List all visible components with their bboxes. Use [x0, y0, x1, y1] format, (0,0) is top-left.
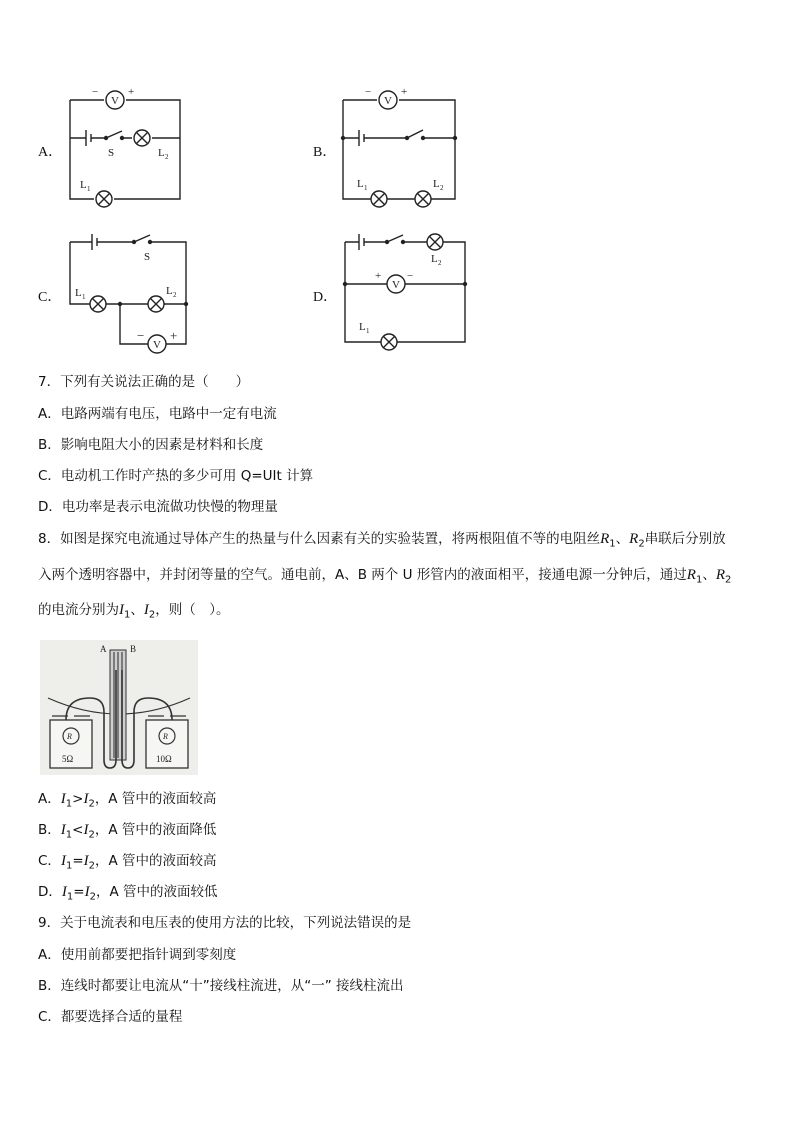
q8-option-b: B．$I_1<I_2$，A 管中的液面降低 — [38, 822, 217, 841]
svg-text:2: 2 — [165, 153, 169, 161]
r1-figure-label: R — [67, 732, 72, 741]
q7-option-c: C．电动机工作时产热的多少可用 Q=UIt 计算 — [38, 468, 314, 484]
lamp-l1-icon-b — [371, 191, 387, 207]
lamp-l2-icon-a — [134, 130, 150, 146]
lamp-l2-c-label: L — [166, 285, 173, 297]
lamp-l1-a-label: L — [80, 179, 87, 191]
option-b-label: B． — [313, 145, 337, 160]
q8-stem: 8．如图是探究电流通过导体产生的热量与什么因素有关的实验装置，将两根阻值不等的电阻丝$R_1$、$R_2$串联后分别放 入两个透明容器中，并封闭等量的空气。通电前，A、B 两个 U 形管内的液面相平，接通电源一分钟后，通过$R_1$、$R_2$ 的电流分别为$I_1$、$I_2$，则（ ）。 — [38, 531, 732, 622]
q9-option-a: A．使用前都要把指针调到零刻度 — [38, 947, 237, 963]
voltmeter-d-minus: − — [407, 270, 414, 282]
option-d-label: D． — [313, 290, 338, 305]
lamp-l2-d-label: L — [431, 253, 438, 265]
voltmeter-c-label: V — [153, 339, 161, 351]
q8-option-a: A．$I_1>I_2$，A 管中的液面较高 — [38, 791, 217, 810]
voltmeter-d-label: V — [392, 279, 400, 291]
option-a-label: A． — [38, 145, 63, 160]
switch-a-label: S — [108, 147, 115, 159]
voltmeter-a-plus: + — [128, 86, 135, 98]
lamp-l1-b-label: L — [357, 178, 364, 190]
lamp-l1-icon-a — [96, 191, 112, 207]
lamp-l2-a-label: L — [158, 147, 165, 159]
svg-text:2: 2 — [440, 184, 444, 192]
svg-text:1: 1 — [87, 185, 91, 193]
q7-option-d: D．电功率是表示电流做功快慢的物理量 — [38, 499, 278, 515]
tube-b-label: B — [130, 644, 137, 654]
svg-text:2: 2 — [438, 259, 442, 267]
q8-experiment-figure — [40, 640, 198, 775]
circuit-diagram-b — [335, 84, 465, 209]
q7-stem: 7．下列有关说法正确的是（ ） — [38, 374, 250, 390]
r2-figure-label: R — [163, 732, 168, 741]
lamp-l2-icon-b — [415, 191, 431, 207]
circuit-diagram-a — [60, 84, 190, 209]
voltmeter-b-minus: − — [365, 86, 372, 98]
lamp-l1-icon-d — [381, 334, 397, 350]
voltmeter-d-plus: + — [375, 270, 382, 282]
svg-text:2: 2 — [173, 291, 177, 299]
voltmeter-c-minus: − — [137, 328, 145, 343]
voltmeter-c-plus: + — [170, 328, 178, 343]
svg-text:1: 1 — [364, 184, 368, 192]
q7-option-a: A．电路两端有电压，电路中一定有电流 — [38, 406, 277, 422]
lamp-l2-icon-c — [148, 296, 164, 312]
voltmeter-a-label: V — [111, 95, 119, 107]
voltmeter-b-label: V — [384, 95, 392, 107]
r2-value-label: 10Ω — [156, 754, 172, 764]
q9-option-b: B．连线时都要让电流从“十”接线柱流进，从“一” 接线柱流出 — [38, 978, 404, 994]
q7-option-b: B．影响电阻大小的因素是材料和长度 — [38, 437, 264, 453]
lamp-l1-c-label: L — [75, 287, 82, 299]
lamp-l1-icon-c — [90, 296, 106, 312]
q9-option-c: C．都要选择合适的量程 — [38, 1009, 183, 1025]
option-c-label: C． — [38, 290, 62, 305]
tube-a-label: A — [100, 644, 107, 654]
q9-stem: 9．关于电流表和电压表的使用方法的比较，下列说法错误的是 — [38, 915, 412, 931]
circuit-diagram-d — [335, 232, 470, 357]
q8-option-c: C．$I_1=I_2$，A 管中的液面较高 — [38, 853, 217, 872]
circuit-diagram-c — [60, 232, 195, 357]
lamp-l2-b-label: L — [433, 178, 440, 190]
switch-c-label: S — [144, 251, 151, 263]
r1-value-label: 5Ω — [62, 754, 74, 764]
lamp-l1-d-label: L — [359, 321, 366, 333]
voltmeter-b-plus: + — [401, 86, 408, 98]
lamp-l2-icon-d — [427, 234, 443, 250]
svg-text:1: 1 — [366, 327, 370, 335]
q8-option-d: D．$I_1=I_2$，A 管中的液面较低 — [38, 884, 218, 903]
voltmeter-a-minus: − — [92, 86, 99, 98]
svg-text:1: 1 — [82, 293, 86, 301]
